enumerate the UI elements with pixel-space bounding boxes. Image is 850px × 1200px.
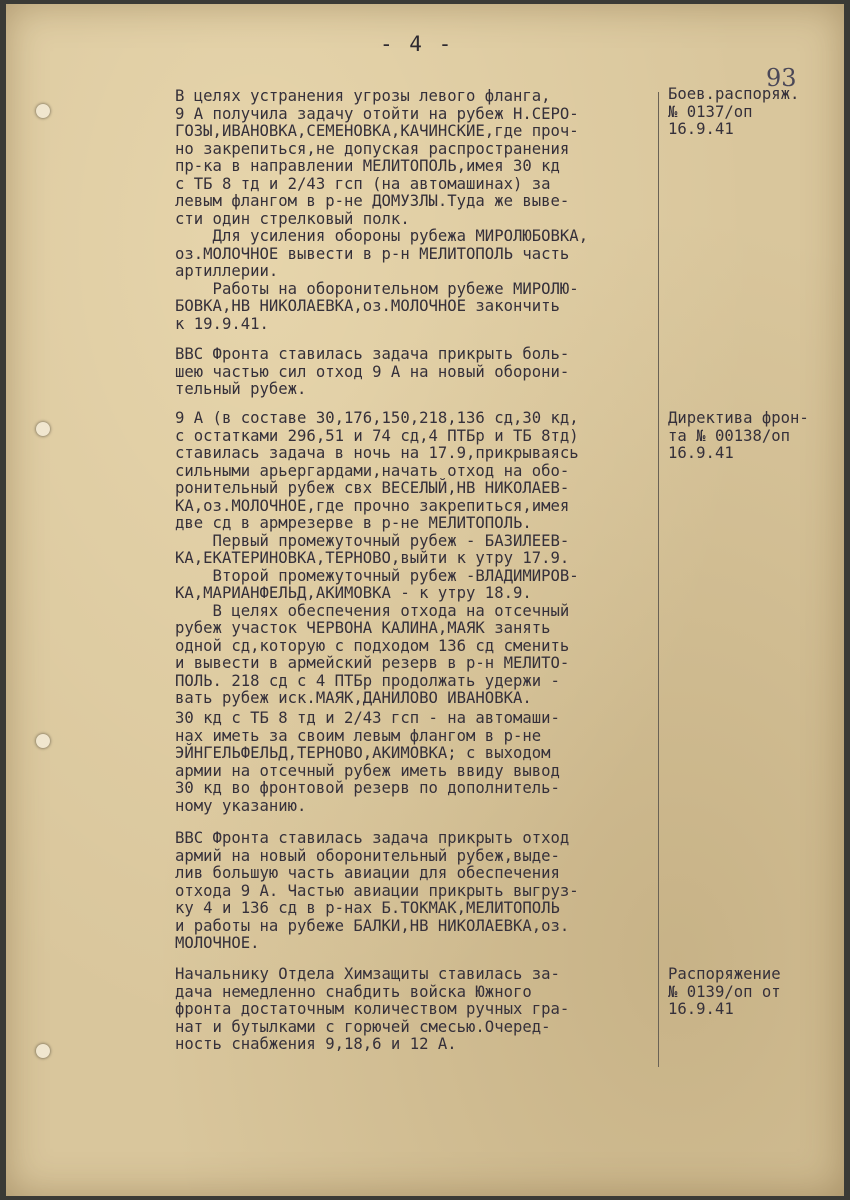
punch-hole [36, 734, 50, 748]
text-line: нат и бутылками с горючей смесью.Очеред- [175, 1017, 551, 1036]
text-line: и вывести в армейский резерв в р-н МЕЛИТО- [175, 654, 570, 672]
text-line: дача немедленно снабдить войска Южного [175, 982, 532, 1001]
text-line: ВВС Фронта ставилась задача прикрыть отход [175, 829, 570, 847]
text-line: ность снабжения 9,18,6 и 12 А. [175, 1035, 457, 1053]
text-line: лив большую часть авиации для обеспечения [175, 864, 560, 882]
text-line: В целях устранения угрозы левого фланга, [175, 87, 551, 105]
margin-note-line: Директива фрон- [668, 409, 809, 427]
margin-note-line: Боев.распоряж. [668, 85, 800, 103]
text-line: ВВС Фронта ставилась задача прикрыть боль- [175, 345, 570, 363]
text-line: с остатками 296,51 и 74 сд,4 ПТБр и ТБ 8тд) [175, 426, 579, 445]
text-line: две сд в армрезерве в р-не МЕЛИТОПОЛЬ. [175, 514, 532, 532]
text-line: КА,ЕКАТЕРИНОВКА,ТЕРНОВО,выйти к утру 17.9. [175, 549, 570, 567]
text-line: 9 А получила задачу отойти на рубеж Н.СЕРО- [175, 104, 579, 123]
text-line: армии на отсечный рубеж иметь ввиду вывод [175, 761, 560, 780]
text-line: ГОЗЫ,ИВАНОВКА,СЕМЕНОВКА,КАЧИНСКИЕ,где проч- [175, 122, 579, 140]
text-line: левым флангом в р-не ДОМУЗЛЫ.Туда же выве- [175, 192, 570, 210]
text-line: 9 А (в составе 30,176,150,218,136 сд,30 кд, [175, 409, 579, 427]
text-block-left-flank [175, 88, 655, 333]
margin-note-line: 16.9.41 [668, 444, 734, 462]
text-line: В целях обеспечения отхода на отсечный [175, 601, 570, 620]
punch-hole [36, 422, 50, 436]
text-line: но закрепиться,не допуская распространения [175, 139, 570, 158]
text-line: армий на новый оборонительный рубеж,выде- [175, 846, 560, 865]
text-line: рубеж участок ЧЕРВОНА КАЛИНА,МАЯК занять [175, 619, 551, 637]
text-line: ставилась задача в ночь на 17.9,прикрываясь [175, 444, 579, 462]
punch-hole [36, 1044, 50, 1058]
margin-note-line: № 0139/оп от [668, 982, 781, 1001]
text-line: одной сд,которую с подходом 136 сд сменить [175, 636, 570, 655]
margin-note-order-0137 [668, 86, 833, 139]
margin-note-line: 16.9.41 [668, 1000, 734, 1018]
margin-note-directive-00138 [668, 410, 833, 463]
text-line: сильными арьергардами,начать отход на обо- [175, 461, 570, 480]
text-line: 30 кд с ТБ 8 тд и 2/43 гсп - на автомаши- [175, 709, 560, 727]
text-line: Первый промежуточный рубеж - БАЗИЛЕЕВ- [175, 531, 570, 550]
text-block-9a-withdrawal [175, 410, 655, 708]
text-line: пр-ка в направлении МЕЛИТОПОЛЬ,имея 30 кд [175, 157, 560, 175]
text-line: КА,МАРИАНФЕЛЬД,АКИМОВКА - к утру 18.9. [175, 584, 532, 602]
text-line: сти один стрелковый полк. [175, 209, 410, 228]
margin-note-line: № 0137/оп [668, 102, 753, 121]
margin-note-order-0139 [668, 966, 833, 1019]
text-line: МОЛОЧНОЕ. [175, 934, 260, 952]
text-block-vvs-retreat [175, 830, 655, 953]
text-line: фронта достаточным количеством ручных гра- [175, 1000, 570, 1018]
text-line: Второй промежуточный рубеж -ВЛАДИМИРОВ- [175, 566, 579, 585]
margin-rule [658, 92, 659, 1067]
margin-note-line: 16.9.41 [668, 120, 734, 138]
margin-note-line: Распоряжение [668, 965, 781, 983]
text-block-vvs-cover [175, 346, 655, 399]
text-line: с ТБ 8 тд и 2/43 гсп (на автомашинах) за [175, 174, 551, 193]
text-line: Для усиления обороны рубежа МИРОЛЮБОВКА, [175, 227, 589, 245]
page-number: - 4 - [380, 32, 454, 56]
text-line: ПОЛЬ. 218 сд с 4 ПТБр продолжать удержи - [175, 671, 560, 690]
text-line: 30 кд во фронтовой резерв по дополнитель- [175, 779, 560, 797]
text-line: нах иметь за своим левым флангом в р-не [175, 726, 542, 745]
text-line: КА,оз.МОЛОЧНОЕ,где прочно закрепиться,имея [175, 496, 570, 515]
text-line: оз.МОЛОЧНОЕ вывести в р-н МЕЛИТОПОЛЬ часть [175, 244, 570, 263]
text-line: Начальнику Отдела Химзащиты ставилась за- [175, 965, 560, 983]
text-line: БОВКА,НВ НИКОЛАЕВКА,оз.МОЛОЧНОЕ закончить [175, 297, 560, 315]
text-line: и работы на рубеже БАЛКИ,НВ НИКОЛАЕВКА,оз. [175, 916, 570, 935]
text-line: ронительный рубеж свх ВЕСЕЛЫЙ,НВ НИКОЛАЕВ- [175, 479, 570, 497]
text-line: отхода 9 А. Частью авиации прикрыть выгруз- [175, 881, 579, 900]
text-line: артиллерии. [175, 262, 279, 280]
text-block-chem-defense [175, 966, 655, 1054]
archive-page-number: 93 [766, 64, 797, 92]
text-line: вать рубеж иск.МАЯК,ДАНИЛОВО ИВАНОВКА. [175, 689, 532, 707]
punch-hole [36, 104, 50, 118]
margin-note-line: та № 00138/оп [668, 426, 791, 445]
text-line: ку 4 и 136 сд в р-нах Б.ТОКМАК,МЕЛИТОПОЛЬ [175, 899, 560, 917]
text-line: Работы на оборонительном рубеже МИРОЛЮ- [175, 279, 579, 298]
text-line: ному указанию. [175, 796, 307, 815]
text-line: шею частью сил отход 9 А на новый оборони- [175, 362, 570, 381]
text-line: к 19.9.41. [175, 314, 269, 333]
text-block-30kd [175, 710, 655, 815]
text-line: ЭЙНГЕЛЬФЕЛЬД,ТЕРНОВО,АКИМОВКА; с выходом [175, 744, 551, 762]
text-line: тельный рубеж. [175, 380, 307, 398]
